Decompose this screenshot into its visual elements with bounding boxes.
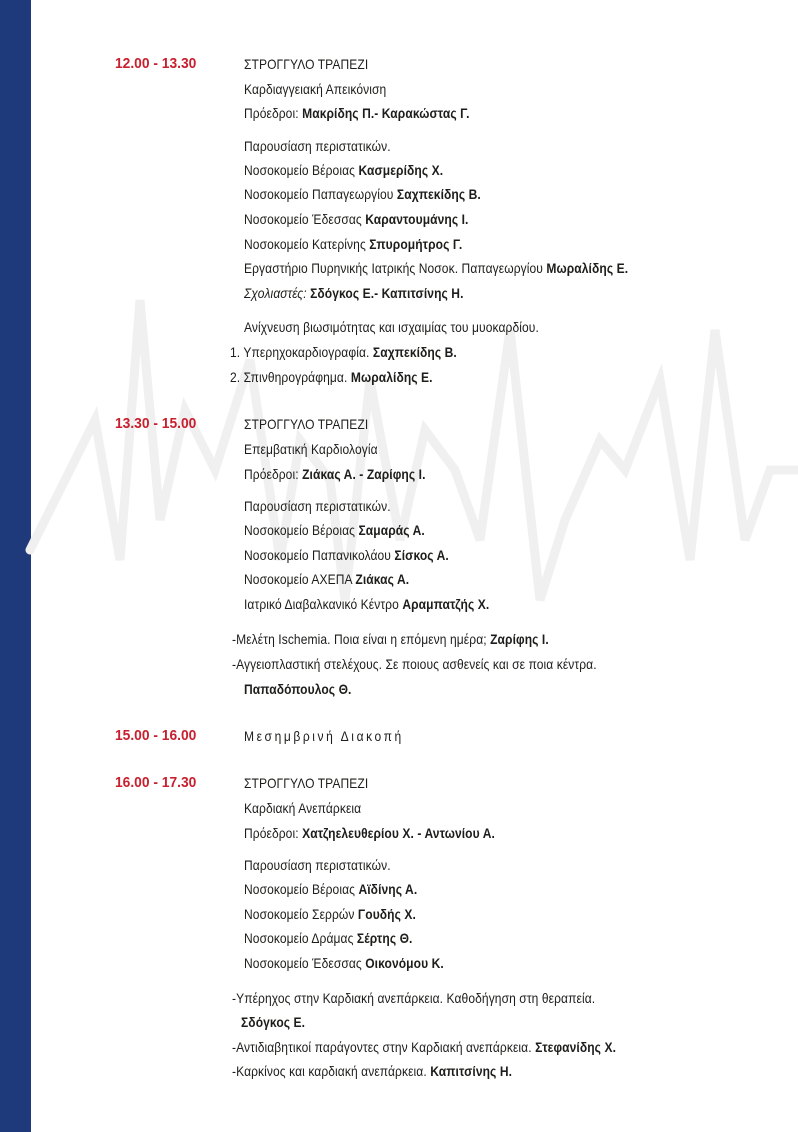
case-hospital: Εργαστήριο Πυρηνικής Ιατρικής Νοσοκ. Παπαγεωργίου	[244, 260, 547, 276]
case-speaker: Καραντουμάνης Ι.	[365, 211, 469, 227]
case-speaker: Σαχπεκίδης Β.	[396, 186, 481, 202]
case-item	[244, 954, 444, 972]
session-subtitle: Καρδιακή Ανεπάρκεια	[244, 800, 362, 816]
case-speaker: Κασμερίδης Χ.	[358, 162, 444, 178]
talk-title: -Αντιδιαβητικοί παράγοντες στην Καρδιακή ανεπάρκεια.	[232, 1039, 536, 1055]
chairs-label: Πρόεδροι:	[244, 466, 303, 482]
case-item	[244, 210, 469, 228]
talk-item	[232, 630, 549, 648]
talk-title: -Αγγειοπλαστική στελέχους. Σε ποιους ασθενείς και σε ποια κέντρα.	[232, 656, 597, 672]
session-subtitle: Επεμβατική Καρδιολογία	[244, 441, 378, 457]
case-hospital: Νοσοκομείο Δράμας	[244, 930, 357, 946]
session-chairs	[244, 824, 495, 842]
session-title: ΣΤΡΟΓΓΥΛΟ ΤΡΑΠΕΖΙ	[244, 775, 369, 791]
cases-label: Παρουσίαση περιστατικών.	[244, 857, 391, 873]
case-speaker: Ζιάκας Α.	[355, 571, 410, 587]
case-item	[244, 595, 489, 613]
case-item	[244, 880, 417, 898]
case-speaker: Αραμπατζής Χ.	[402, 596, 490, 612]
chairs-label: Πρόεδροι:	[244, 105, 303, 121]
commentators	[244, 284, 464, 302]
session-time: 15.00 - 16.00	[115, 727, 197, 744]
case-item	[244, 546, 449, 564]
talk-speaker: Σδόγκος Ε.	[241, 1014, 306, 1030]
case-speaker: Σέρτης Θ.	[356, 930, 413, 946]
session-title: ΣΤΡΟΓΓΥΛΟ ΤΡΑΠΕΖΙ	[244, 416, 369, 432]
talk-title: 2. Σπινθηρογράφημα.	[230, 369, 351, 385]
talk-speaker: Στεφανίδης Χ.	[535, 1039, 617, 1055]
session-time: 13.30 - 15.00	[115, 415, 197, 432]
case-hospital: Νοσοκομείο Βέροιας	[244, 162, 359, 178]
chairs-label: Πρόεδροι:	[244, 825, 303, 841]
case-hospital: Νοσοκομείο Έδεσσας	[244, 211, 366, 227]
case-hospital: Νοσοκομείο Βέροιας	[244, 881, 359, 897]
talk-speaker: Καπιτσίνης Η.	[430, 1063, 513, 1079]
talk-item	[232, 1062, 512, 1080]
talk-title: -Υπέρηχος στην Καρδιακή ανεπάρκεια. Καθοδήγηση στη θεραπεία.	[232, 990, 596, 1006]
case-hospital: Νοσοκομείο Παπαγεωργίου	[244, 186, 397, 202]
case-hospital: Νοσοκομείο Έδεσσας	[244, 955, 366, 971]
case-item	[244, 161, 443, 179]
case-item	[244, 235, 462, 253]
commentators-label: Σχολιαστές:	[244, 285, 307, 301]
talk-topic: Ανίχνευση βιωσιμότητας και ισχαιμίας του μυοκαρδίου.	[244, 319, 539, 335]
session-subtitle: Καρδιαγγειακή Απεικόνιση	[244, 81, 387, 97]
case-hospital: Νοσοκομείο Σερρών	[244, 906, 358, 922]
case-speaker: Σίσκος Α.	[394, 547, 449, 563]
chairs-names: Χατζηελευθερίου Χ. - Αντωνίου Α.	[302, 825, 495, 841]
talk-title: -Καρκίνος και καρδιακή ανεπάρκεια.	[232, 1063, 431, 1079]
case-item	[244, 259, 628, 277]
talk-item	[232, 1038, 616, 1056]
case-speaker: Οικονόμου Κ.	[365, 955, 444, 971]
session-time: 12.00 - 13.30	[115, 55, 197, 72]
chairs-names: Ζιάκας Α. - Ζαρίφης Ι.	[302, 466, 426, 482]
talk-title: 1. Υπερηχοκαρδιογραφία.	[230, 344, 373, 360]
case-hospital: Ιατρικό Διαβαλκανικό Κέντρο	[244, 596, 403, 612]
break-title: Μεσημβρινή Διακοπή	[244, 728, 404, 744]
case-hospital: Νοσοκομείο Βέροιας	[244, 522, 359, 538]
cases-label: Παρουσίαση περιστατικών.	[244, 498, 391, 514]
case-item	[244, 570, 409, 588]
case-item	[244, 929, 412, 947]
chairs-names: Μακρίδης Π.- Καρακώστας Γ.	[302, 105, 470, 121]
case-speaker: Σαμαράς Α.	[358, 522, 425, 538]
commentators-names: Σδόγκος Ε.- Καπιτσίνης Η.	[306, 285, 464, 301]
session-title: ΣΤΡΟΓΓΥΛΟ ΤΡΑΠΕΖΙ	[244, 56, 369, 72]
talk-speaker: Σαχπεκίδης Β.	[372, 344, 457, 360]
session-time: 16.00 - 17.30	[115, 774, 197, 791]
case-hospital: Νοσοκομείο Παπανικολάου	[244, 547, 395, 563]
case-hospital: Νοσοκομείο ΑΧΕΠΑ	[244, 571, 356, 587]
talk-speaker: Μωραλίδης Ε.	[350, 369, 433, 385]
talk-title: -Μελέτη Ischemia. Ποια είναι η επόμενη ημέρα;	[232, 631, 491, 647]
session-chairs	[244, 465, 426, 483]
talk-item	[230, 368, 433, 386]
talk-item	[230, 343, 457, 361]
case-speaker: Μωραλίδης Ε.	[546, 260, 629, 276]
case-hospital: Νοσοκομείο Κατερίνης	[244, 236, 370, 252]
case-speaker: Αϊδίνης Α.	[358, 881, 418, 897]
case-speaker: Γουδής Χ.	[357, 906, 416, 922]
cases-label: Παρουσίαση περιστατικών.	[244, 138, 391, 154]
session-chairs	[244, 104, 470, 122]
case-item	[244, 905, 416, 923]
case-item	[244, 185, 481, 203]
talk-speaker: Παπαδόπουλος Θ.	[244, 681, 352, 697]
talk-speaker: Ζαρίφης Ι.	[490, 631, 549, 647]
case-speaker: Σπυρομήτρος Γ.	[369, 236, 463, 252]
case-item	[244, 521, 425, 539]
